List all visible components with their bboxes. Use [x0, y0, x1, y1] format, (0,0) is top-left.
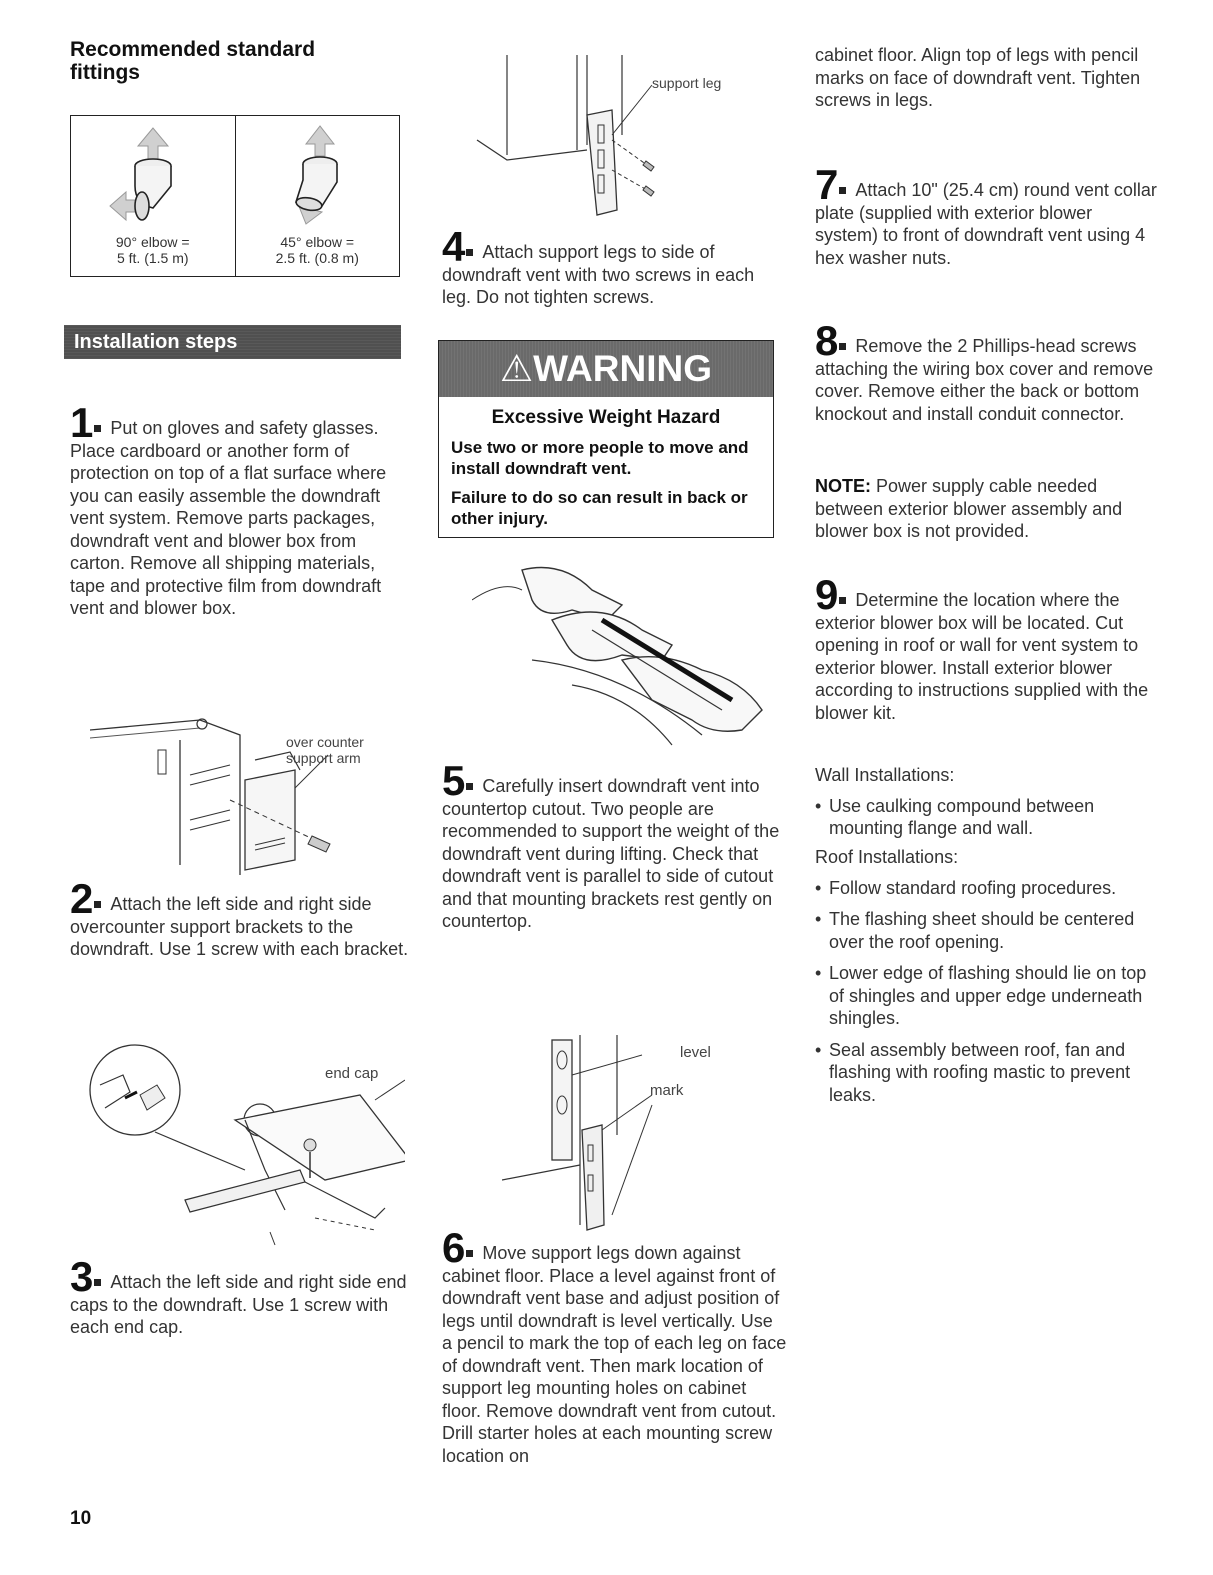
elbow-90-cell: 90° elbow = 5 ft. (1.5 m) [71, 116, 235, 276]
step-text: Attach support legs to side of downdraft vent with two screws in each leg. Do not tighten screws. [442, 242, 755, 307]
note-text: Power supply cable needed between exterior blower assembly and blower box is not provided. [815, 476, 1123, 541]
list-item: • Seal assembly between roof, fan and flashing with roofing mastic to prevent leaks. [815, 1039, 1160, 1107]
step-text: Attach the left side and right side overcounter support brackets to the downdraft. Use 1 screw with each bracket. [70, 894, 409, 959]
wall-installations-heading: Wall Installations: [815, 765, 955, 785]
step-1 [70, 399, 415, 620]
step-number: 7 [815, 161, 839, 208]
end-cap-figure: end cap [85, 1040, 405, 1250]
step-text: Put on gloves and safety glasses. Place cardboard or another form of protection on top of a flat surface where you can easily assemble the downdraft vent system. Remove parts packages, downdraft vent and blower box from carton. Remove all shipping materials, tape and protective film from downdraft vent and blower box. [70, 418, 387, 618]
step-6-continued: cabinet floor. Align top of legs with pencil marks on face of downdraft vent. Tighten screws in legs. [815, 45, 1141, 110]
level-mark-figure: level mark [502, 1035, 762, 1235]
page-number: 10 [70, 1508, 92, 1529]
step-text: Remove the 2 Phillips-head screws attaching the wiring box cover and remove cover. Remove either the back or bottom knockout and install conduit connector. [815, 336, 1154, 424]
wall-installations-list [815, 795, 1160, 840]
step-6 [442, 1224, 787, 1467]
step-text: Attach 10" (25.4 cm) round vent collar plate (supplied with exterior blower system) to front of downdraft vent using 4 hex washer nuts. [815, 180, 1157, 268]
note-label: NOTE: [815, 476, 871, 496]
elbow-45-cell: 45° elbow = 2.5 ft. (0.8 m) [235, 116, 400, 276]
roof-installations-heading: Roof Installations: [815, 847, 959, 867]
installation-steps-bar: Installation steps [64, 325, 401, 359]
warning-box [438, 340, 774, 538]
step-4 [442, 223, 787, 309]
fittings-table [70, 115, 400, 277]
fittings-heading: Recommended standard fittings [70, 38, 316, 84]
step-text: Carefully insert downdraft vent into countertop cutout. Two people are recommended to support the weight of the downdraft vent during lifting. Check that downdraft vent is parallel to side of cutout and that mounting brackets rest gently on countertop. [442, 776, 780, 931]
step-text: Move support legs down against cabinet floor. Place a level against front of downdraft vent base and adjust position of legs until downdraft is level vertically. Use a pencil to mark the top of each leg on face of downdraft vent. Then mark location of support leg mounting holes on cabinet floor. Remove downdraft vent from cutout. Drill starter holes at each mounting screw location on [442, 1243, 787, 1466]
note [815, 475, 1160, 543]
step-text: Determine the location where the exterior blower box will be located. Cut opening in roof or wall for vent system to exterior blower. Install exterior blower according to instructions supplied with the blower kit. [815, 590, 1149, 723]
step-number: 4 [442, 223, 466, 270]
gloved-hands-figure [472, 560, 772, 750]
roof-installations-list [815, 877, 1160, 1107]
step-8 [815, 317, 1160, 425]
step-number: 5 [442, 757, 466, 804]
elbow-45-icon [262, 124, 372, 234]
step-number: 9 [815, 571, 839, 618]
warning-line-2: Failure to do so can result in back or other injury. [451, 488, 748, 528]
step-number: 3 [70, 1253, 94, 1300]
step-number: 6 [442, 1224, 466, 1271]
list-item: • Lower edge of flashing should lie on top of shingles and upper edge underneath shingles. [815, 962, 1160, 1030]
support-leg-figure: support leg [462, 55, 782, 220]
wall-installations [815, 764, 1160, 849]
support-leg-illustration [462, 55, 782, 220]
step-number: 1 [70, 399, 94, 446]
warning-title: Excessive Weight Hazard [491, 407, 721, 428]
list-item: • Follow standard roofing procedures. [815, 877, 1160, 900]
warning-line-1: Use two or more people to move and install downdraft vent. [451, 438, 749, 478]
level-mark-illustration [502, 1035, 762, 1235]
step-2 [70, 875, 415, 961]
step-number: 8 [815, 317, 839, 364]
warning-triangle-icon: ⚠ [500, 348, 534, 389]
list-item: • Use caulking compound between mounting flange and wall. [815, 795, 1160, 840]
warning-banner: ⚠WARNING [439, 341, 773, 397]
step-text: Attach the left side and right side end caps to the downdraft. Use 1 screw with each end cap. [70, 1272, 407, 1337]
step-3 [70, 1253, 415, 1339]
list-item: • The flashing sheet should be centered over the roof opening. [815, 908, 1160, 953]
roof-installations [815, 846, 1160, 1115]
support-arm-illustration [90, 700, 410, 875]
step-5 [442, 757, 787, 933]
step-number: 2 [70, 875, 94, 922]
elbow-90-icon [98, 124, 208, 234]
support-arm-figure: over counter support arm [90, 700, 410, 875]
step-7 [815, 161, 1160, 269]
gloved-hands-illustration [472, 560, 772, 750]
step-9 [815, 571, 1160, 724]
